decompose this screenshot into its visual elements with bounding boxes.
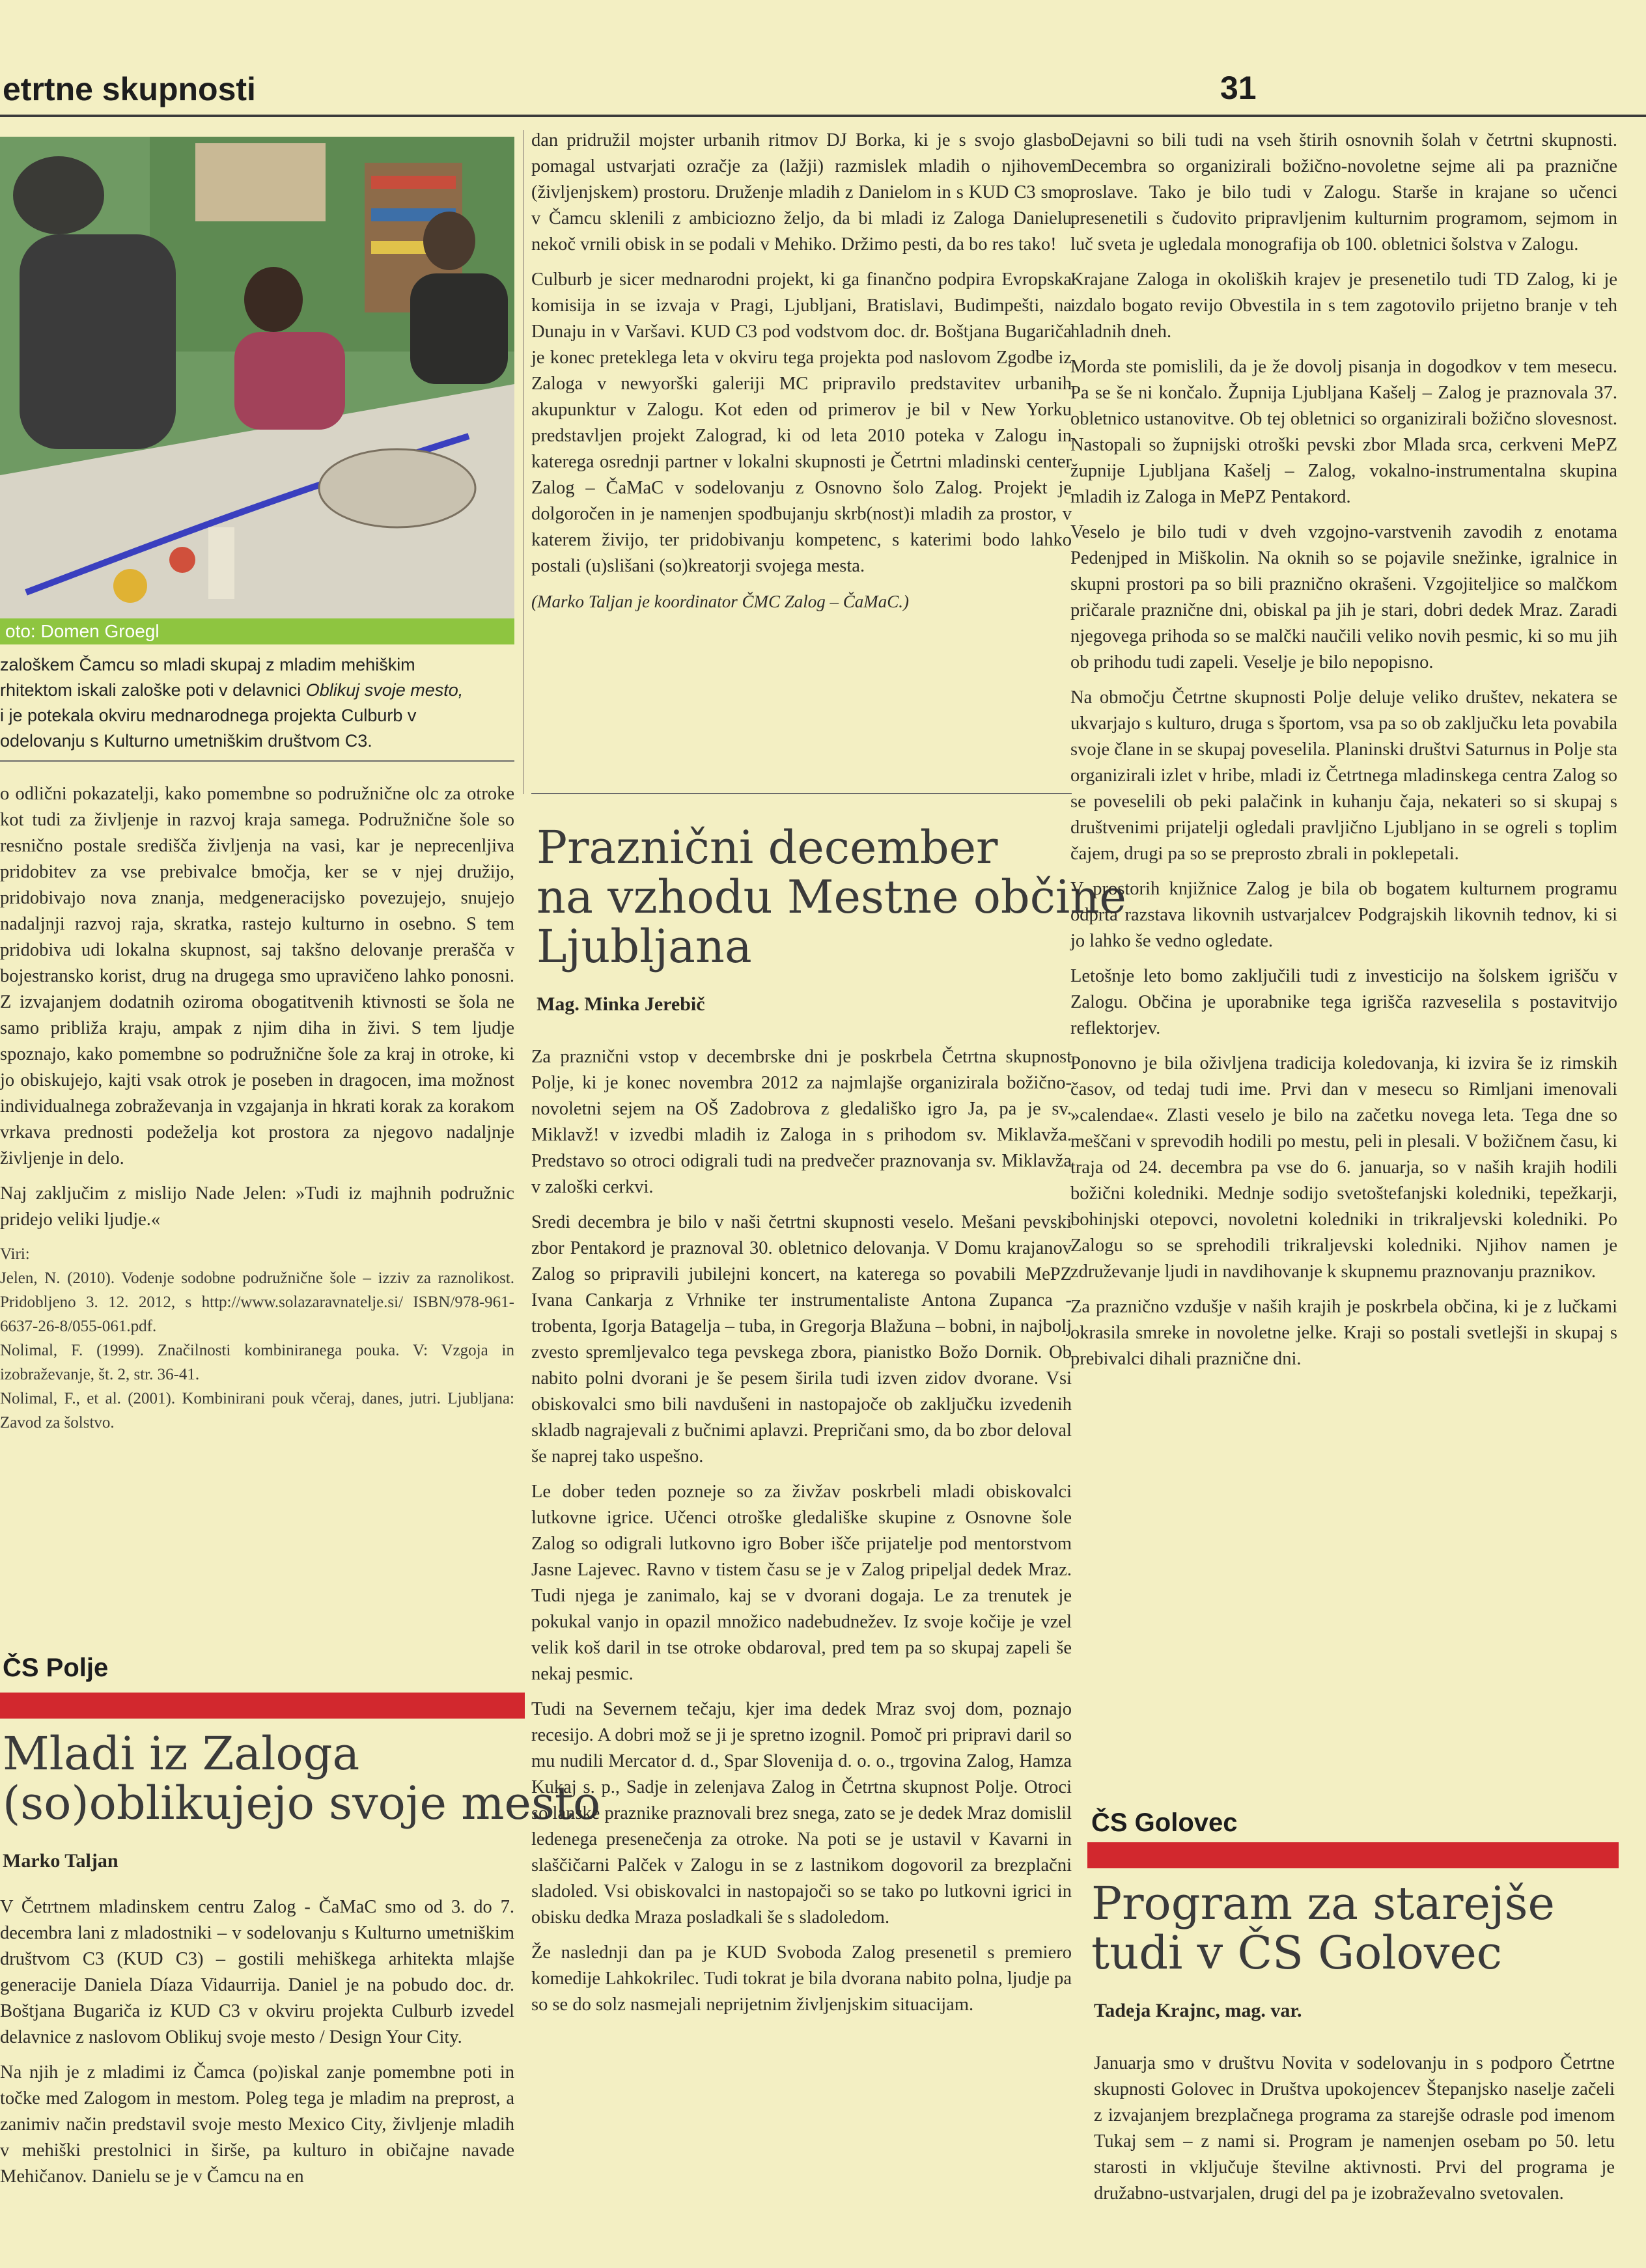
paragraph: Culburb je sicer mednarodni projekt, ki ga finančno podpira Evropska komisija in se izvaja v Pragi, Ljubljani, Bratislavi, Budimpešti, na Dunaju in v Varšavi. KUD C3 pod vodstvom doc. dr. Boštjana Bugariča je konec preteklega leta v okviru tega projekta pod naslovom Zgodbe iz Zaloga v newyorški galeriji MC pripravilo predstavitev urbanih akupunktur v Zalogu. Kot eden od primerov je bil v New Yorku predstavljen projekt Zalograd, ki od leta 2010 poteka v Zalogu in katerega osrednji partner v lokalni skupnosti je Četrtni mladinski center Zalog – ČaMaC v sodelovanju z Osnovno šolo Zalog. Projekt je dolgoročen in je namenjen spodbujanju skrb(nost)i mladih za prostor, v katerem živijo, ter pridobivanju kompetenc, s katerimi bodo lahko postali (u)slišani (so)kreatorji svojega mesta.: [531, 270, 1072, 576]
article-author: Marko Taljan: [3, 1850, 119, 1872]
article-photo: [0, 137, 514, 644]
paragraph: Letošnje leto bomo zaključili tudi z investicijo na šolskem igrišču v Zalogu. Občina je uporabnike tega igrišča razveselila s postavitvijo reflektorjev.: [1070, 966, 1617, 1038]
caption-line: zaloškem Čamcu so mladi skupaj z mladim mehiškim: [0, 655, 415, 674]
category-label: ČS Polje: [3, 1653, 109, 1682]
paragraph: V Četrtnem mladinskem centru Zalog - ČaMaC smo od 3. do 7. decembra lani z mladostniki – v sodelovanju s Kulturno umetniškim društvom C3 (KUD C3) – gostili mehiškega arhitekta mlajše generacije Daniela Díaza Vidaurrija. Daniel je na pobudo doc. dr. Boštjana Bugariča iz KUD C3 v okviru projekta Culburb izvedel delavnice z naslovom Oblikuj svoje mesto / Design Your City.: [0, 1897, 514, 2047]
caption-line: odelovanju s Kulturno umetniškim društvom C3.: [0, 731, 372, 751]
article2-continued: [1070, 128, 1617, 1381]
column-divider: [523, 130, 524, 794]
page-number: 31: [1220, 70, 1257, 106]
paragraph: Morda ste pomislili, da je že dovolj pisanja in dogodkov v tem mesecu. Pa se še ni končalo. Župnija Ljubljana Kašelj – Zalog je praznovala 37. obletnico ustanovitve. Ob tej obletnici so organizirali božično slovesnost. Nastopali so župnijski otroški pevski zbor Mlada srca, cerkveni MePZ župnije Ljubljana Kašelj – Zalog, vokalno-instrumentalna skupina mladih iz Zaloga in MePZ Pentakord.: [1070, 357, 1617, 507]
reference-item: Nolimal, F. (1999). Značilnosti kombiniranega pouka. V: Vzgoja in izobraževanje, št. 2, str. 36-41.: [0, 1342, 514, 1383]
paragraph: Januarja smo v društvu Novita v sodelovanju in s podporo Četrtne skupnosti Golovec in Društva upokojencev Štepanjsko naselje začeli z izvajanjem brezplačnega programa za starejše odrasle pod imenom Tukaj sem – z nami si. Program je namenjen osebam po 50. letu starosti in vključuje številne aktivnosti. Prvi del programa je družabno-ustvarjalen, drugi del pa je izobraževalno svetovalen.: [1094, 2053, 1615, 2204]
references: [0, 1242, 514, 1435]
article-author: Tadeja Krajnc, mag. var.: [1094, 2000, 1302, 2021]
category-label: ČS Golovec: [1091, 1808, 1238, 1837]
article1-continued: [531, 128, 1072, 624]
paragraph: V prostorih knjižnice Zalog je bila ob bogatem kulturnem programu odprta razstava likovnih ustvarjalcev Podgrajskih likovnih tednov, ki si jo lahko še vedno ogledate.: [1070, 879, 1617, 951]
paragraph: Za praznični vstop v decembrske dni je poskrbela Četrtna skupnost Polje, ki je konec novembra 2012 za najmlajše organizirala božično-novoletni sejem na OŠ Zadobrova z gledališko igro Ja, pa je sv. Miklavž! v izvedbi mladih iz Zaloga in s prihodom sv. Miklavža. Predstavo so otroci odigrali tudi na predvečer praznovanja sv. Miklavža v zaloški cerkvi.: [531, 1047, 1072, 1197]
paragraph: Le dober teden pozneje so za živžav poskrbeli mladi obiskovalci lutkovne igrice. Učenci otroške gledališke skupine z Osnovne šole Zalog so odigrali lutkovno igro Bober išče prijatelje pod mentorstvom Jasne Lajevec. Ravno v tistem času se je v Zalog pripeljal dedek Mraz. Tudi njega je zanimalo, kaj se v dvorani dogaja. Le za trenutek je pokukal vanjo in opazil množico nadebudnežev. Iz svoje kočije je vzel velik koš daril in tse otroke obdaroval, pred tem pa so skupaj zapeli še nekaj pesmic.: [531, 1482, 1072, 1684]
paragraph: Ponovno je bila oživljena tradicija koledovanja, ki izvira še iz rimskih časov, od tedaj tudi ime. Prvi dan v mesecu so Rimljani imenovali »calendae«. Zlasti veselo je bilo na začetku novega leta. Tega dne so meščani v sprevodih hodili po mestu, peli in plesali. V božičnem času, ki traja od 24. decembra pa vse do 6. januarja, so v naših krajih hodili božični koledniki. Mednje sodijo svetoštefanjski koledniki, tepežkarji, bohinjski otepovci, novoletni koledniki in trikraljevski koledniki. Po Zalogu so se sprehodili trikraljevski koledniki. Njihov namen je združevanje ljudi in navdihovanje k skupnemu praznovanju praznikov.: [1070, 1053, 1617, 1282]
category-bar: [0, 1693, 525, 1719]
article-title: Mladi iz Zaloga (so)oblikujejo svoje mesto: [3, 1727, 601, 1830]
article-title: Praznični december na vzhodu Mestne občine Ljubljana: [537, 821, 1126, 973]
paragraph: Krajane Zaloga in okoliških krajev je presenetilo tudi TD Zalog, ki je izdalo bogato revijo Obvestila in s tem zagotovilo prijetno branje v teh hladnih dneh.: [1070, 270, 1617, 342]
references-title: Viri:: [0, 1245, 30, 1263]
paragraph: Na območju Četrtne skupnosti Polje deluje veliko društev, nekatera se ukvarjajo s kulturo, druga s športom, vsa pa so ob zaključku leta povabila svoje člane in se skupaj poveselila. Planinski društvi Saturnus in Polje sta organizirali izlet v hribe, mladi iz Četrtnega mladinskega centra Zalog so se poveselili ob peki palačink in kuhanju čaja, nekateri so si skupaj s društvenimi prijatelji ogledali pravljično Ljubljano in se ogreli s toplim čajem, drugi pa so se preprosto zbrali in poklepetali.: [1070, 687, 1617, 864]
paragraph: Tudi na Severnem tečaju, kjer ima dedek Mraz svoj dom, poznajo recesijo. A dobri mož se ji je spretno izognil. Pomoč pri pripravi daril so mu nudili Mercator d. d., Spar Slovenija d. o. o., trgovina Zalog, Hamza Kukaj s. p., Sadje in zelenjava Zalog in Četrtna skupnost Polje. Otroci so lanske praznike praznovali brez snega, zato se je dedek Mraz domislil ledenega presenečenja za otroke. Na poti se je ustavil v Kavarni in slaščičarni Palček v Zalogu in se z lastnikom dogovoril za brezplačni sladoled. Vsi obiskovalci in nastopajoči so se tako po lutkovni igrici in obisku dedka Mraza posladkali še s sladoledom.: [531, 1699, 1072, 1928]
paragraph: o odlični pokazatelji, kako pomembne so podružnične olc za otroke kot tudi za življenje in razvoj kraja samega. Podružnične šole so resnično postale središča življenja na vasi, kar je neprecenljiva pridobitev za vse prebivalce bmočja, ker se v njej družijo, pridobivajo nova znanja, medgeneracijsko povezujejo, snujejo nadaljnji razvoj raja, skratka, rastejo kulturno in osebno. S tem pridobiva udi lokalna skupnost, saj takšno delovanje prerašča v bojestransko korist, drug na drugega smo upravičeno lahko ponosni. Z izvajanjem dodatnih oziroma obogatitvenih ktivnosti se šola ne samo približa kraju, ampak z njim diha in živi. S tem ljudje spoznajo, kako pomembne so podružnične šole za kraj in otroke, ki jo obiskujejo, kajti vsak otrok je poseben in dragocen, ima možnost individualnega zobraževanja in vzgajanja in hkrati korak za korakom vrkava prednosti podeželja kot prostora za njegovo nadaljnje življenje in delo.: [0, 784, 514, 1169]
col1-text: [0, 781, 514, 1435]
reference-item: Nolimal, F., et al. (2001). Kombinirani pouk včeraj, danes, jutri. Ljubljana: Zavod za šolstvo.: [0, 1390, 514, 1431]
caption-line: i je potekala okviru mednarodnega projekta Culburb v: [0, 706, 417, 725]
photo-illustration: [0, 137, 514, 644]
author-note: (Marko Taljan je koordinator ČMC Zalog – ČaMaC.): [531, 592, 910, 611]
article-author: Mag. Minka Jerebič: [537, 993, 705, 1015]
article-divider: [531, 793, 1072, 794]
caption-divider: [0, 760, 514, 762]
paragraph: Že naslednji dan pa je KUD Svoboda Zalog presenetil s premiero komedije Lahkokrilec. Tudi tokrat je bila dvorana nabito polna, ljudje pa so se do solz nasmejali neprijetnim življenjskim situacijam.: [531, 1943, 1072, 2015]
paragraph: dan pridružil mojster urbanih ritmov DJ Borka, ki je s svojo glasbo pomagal ustvarjati ozračje za (lažji) razmislek mladih o njihovem (življenjskem) prostoru. Druženje mladih z Danielom in s KUD C3 smo v Čamcu sklenili z ambiciozno željo, da bi mladi iz Zaloga Danielu nekoč vrnili obisk in se podali v Mehiko. Držimo pesti, da bo res tako!: [531, 130, 1072, 255]
paragraph: Naj zaključim z mislijo Nade Jelen: »Tudi iz majhnih podružnic pridejo veliki ljudje.«: [0, 1183, 514, 1230]
article1-text: [0, 1894, 514, 2199]
photo-credit: oto: Domen Groegl: [0, 618, 514, 644]
section-title: etrtne skupnosti: [3, 71, 256, 107]
caption-italic: Oblikuj svoje mesto,: [305, 680, 464, 700]
header-rule: [0, 115, 1646, 117]
reference-item: Jelen, N. (2010). Vodenje sodobne podružnične šole – izziv za raznolikost. Pridobljeno 3. 12. 2012, s http://www.solazaravnatelje.si/ ISBN/978-961-6637-26-8/055-061.pdf.: [0, 1269, 514, 1335]
caption-line: rhitektom iskali zaloške poti v delavnici Oblikuj svoje mesto,: [0, 680, 464, 700]
category-bar: [1087, 1842, 1619, 1868]
paragraph: Veselo je bilo tudi v dveh vzgojno-varstvenih zavodih z enotama Pedenjped in Miškolin. Na oknih so se pojavile snežinke, igralnice in skupni prostori pa so bili praznično okrašeni. Vzgojiteljice so malčkom pričarale praznične dni, obiskal pa jih je stari, dobri dedek Mraz. Zaradi njegovega prihoda so se malčki naučili veliko novih pesmic, ki so mu jih ob prihodu tudi zapeli. Veselje je bilo nepopisno.: [1070, 522, 1617, 672]
paragraph: Sredi decembra je bilo v naši četrtni skupnosti veselo. Mešani pevski zbor Pentakord je praznoval 30. obletnico delovanja. V Domu krajanov Zalog so pripravili jubilejni koncert, na katerega so povabili MePZ Ivana Cankarja z Vrhnike ter instrumentaliste Antona Zupanca - trobenta, Igorja Batagelja – tuba, in Gregorja Blažuna – bobni, in najbolj zvesto spremljevalco tega pevskega zbora, pianistko Božo Dornik. Ob nabito polni dvorani je še pesem širila tudi izven zidov dvorane. Vsi obiskovalci smo bili navdušeni in nastopajoče ob zaključku izvedenih skladb nagrajevali z bučnimi aplavzi. Prepričani smo, da bo zbor deloval še naprej tako uspešno.: [531, 1212, 1072, 1467]
paragraph: Za praznično vzdušje v naših krajih je poskrbela občina, ki je z lučkami okrasila smreke in novoletne jelke. Kraji so postali svetlejši in skupaj s prebivalci dihali praznične dni.: [1070, 1297, 1617, 1369]
article3-text: [1094, 2051, 1615, 2216]
photo-caption: [0, 652, 514, 754]
paragraph: Na njih je z mladimi iz Čamca (po)iskal zanje pomembne poti in točke med Zalogom in mestom. Poleg tega je mladim na preprost, a zanimiv način predstavil svoje mesto Mexico City, življenje mladih v mehiški prestolnici in širše, pa kulturo in običajne navade Mehičanov. Danielu se je v Čamcu na en: [0, 2062, 514, 2187]
paragraph: Dejavni so bili tudi na vseh štirih osnovnih šolah v četrtni skupnosti. Decembra so organizirali božično-novoletne sejme ali pa praznične proslave. Tako je bilo tudi v Zalogu. Starše in krajane so učenci presenetili s čudovito pripravljenim kulturnim programom, sejmom in luč sveta je ugledala monografija ob 100. obletnici šolstva v Zalogu.: [1070, 130, 1617, 255]
article-title: Program za starejše tudi v ČS Golovec: [1091, 1877, 1555, 1980]
article2-text: [531, 1044, 1072, 2027]
